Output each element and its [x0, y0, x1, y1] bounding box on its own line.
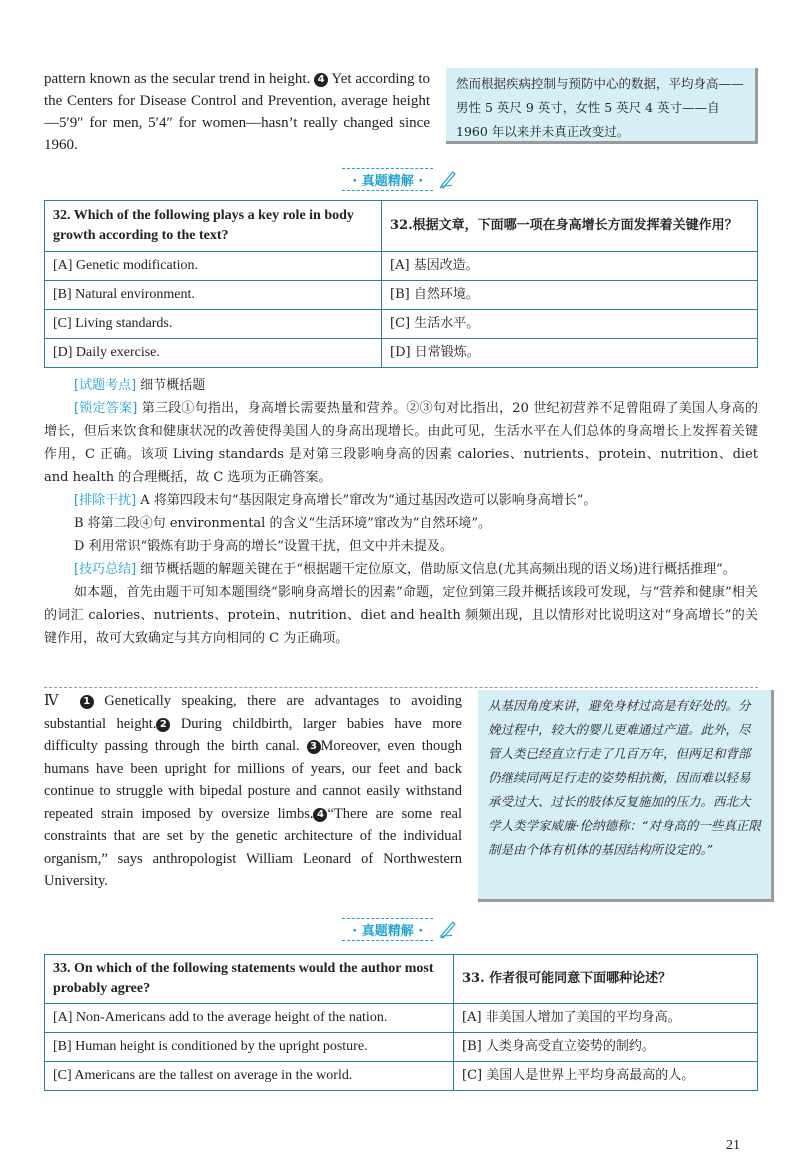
- option-a-en: [A] Non-Americans add to the average height of the nation.: [45, 1004, 454, 1033]
- option-c-cn: [C] 生活水平。: [382, 310, 758, 339]
- analysis-distractor-b: B 将第二段④句 environmental 的含义“生活环境”窜改为“自然环境”。: [74, 516, 492, 531]
- table-row: [45, 252, 758, 281]
- pen-icon: [438, 919, 458, 939]
- para3-english: pattern known as the secular trend in height. 4 Yet according to the Centers for Disease Control and Prevention, average height—5′9″ for men, 5′4″ for women—hasn’t really changed since 1960.: [44, 71, 430, 153]
- analysis-distractor-d: D 利用常识“锻炼有助于身高的增长”设置干扰，但文中并未提及。: [74, 539, 453, 554]
- sentence-marker-2: 2: [156, 718, 170, 732]
- option-b-cn: [B] 人类身高受直立姿势的制约。: [454, 1033, 758, 1062]
- para4-translation-note: 从基因角度来讲，避免身材过高是有好处的。分娩过程中，较大的婴儿更难通过产道。此外，尽管人类已经直立行走了几百万年，但两足和背部仍继续同两足行走的姿势相抗衡，因而难以轻易承受过大、过长的肢体反复施加的压力。西北大学人类学家威廉·伦纳德称：“对身高的一些真正限制是由个体有机体的基因结构所设定的。”: [478, 690, 774, 902]
- para3-translation-note: 然而根据疾病控制与预防中心的数据，平均身高——男性 5 英尺 9 英寸，女性 5 英尺 4 英寸——自 1960 年以来并未真正改变过。: [446, 68, 758, 144]
- question-32-en: 32. Which of the following plays a key role in body growth according to the text?: [45, 201, 382, 252]
- paragraph-numeral: Ⅳ: [44, 693, 66, 709]
- question-33-en: 33. On which of the following statements would the author most probably agree?: [45, 955, 454, 1004]
- sentence-marker-4: 4: [314, 73, 328, 87]
- section-header-1: · 真题精解 ·: [300, 168, 500, 191]
- analysis-distractor-a: [排除干扰] A 将第四段末句“基因限定身高增长”窜改为“通过基因改造可以影响身高增长”。: [74, 493, 597, 508]
- table-row: [45, 339, 758, 368]
- option-a-cn: [A] 基因改造。: [382, 252, 758, 281]
- table-row: [45, 1033, 758, 1062]
- option-a-en: [A] Genetic modification.: [45, 252, 382, 281]
- sentence-marker-3: 3: [307, 740, 321, 754]
- analysis-answer: [锁定答案] 第三段①句指出，身高增长需要热量和营养。②③句对比指出，20 世纪初营养不足曾阻碍了美国人身高的增长，但后来饮食和健康状况的改善使得美国人的身高出现增长。由此可见，生活水平在人们总体的身高增长上发挥着关键作用，C 正确。该项 Living standards 是对第三段影响身高的因素 calories、nutrients、protein、nutrition、diet and health 的合理概括，故 C 选项为正确答案。: [44, 401, 758, 485]
- question-33-table: [44, 954, 758, 1091]
- question-32-cn: 32.根据文章，下面哪一项在身高增长方面发挥着关键作用？: [382, 201, 758, 252]
- analysis-32: [44, 374, 758, 650]
- option-c-en: [C] Living standards.: [45, 310, 382, 339]
- analysis-skill-summary: [技巧总结] 细节概括题的解题关键在于“根据题干定位原文，借助原文信息(尤其高频出现的语义场)进行概括推理”。: [74, 562, 736, 577]
- sentence-marker-4: 4: [313, 808, 327, 822]
- question-32-table: [44, 200, 758, 368]
- option-c-en: [C] Americans are the tallest on average in the world.: [45, 1062, 454, 1091]
- option-c-cn: [C] 美国人是世界上平均身高最高的人。: [454, 1062, 758, 1091]
- option-b-cn: [B] 自然环境。: [382, 281, 758, 310]
- para4-english: Ⅳ 1 Genetically speaking, there are advantages to avoiding substantial height. 2 During childbirth, larger babies have more difficulty passing through the birth canal. 3 Moreover, even though humans have been upright for millions of years, our feet and back continue to struggle with bipedal posture and cannot easily withstand repeated strain imposed by oversize limbs. 4 “There are some real constraints that are set by the genetic architecture of the individual organism,” says anthropologist William Leonard of Northwestern University.: [44, 693, 462, 889]
- table-row: [45, 310, 758, 339]
- divider: [44, 687, 758, 688]
- page-number: 21: [726, 1138, 740, 1153]
- table-row: [45, 201, 758, 252]
- analysis-point: [试题考点] 细节概括题: [74, 378, 206, 393]
- table-row: [45, 281, 758, 310]
- question-33-cn: 33. 作者很可能同意下面哪种论述？: [454, 955, 758, 1004]
- section-header-2: · 真题精解 ·: [300, 918, 500, 941]
- table-row: [45, 1062, 758, 1091]
- option-b-en: [B] Natural environment.: [45, 281, 382, 310]
- pen-icon: [438, 169, 458, 189]
- table-row: [45, 1004, 758, 1033]
- option-b-en: [B] Human height is conditioned by the upright posture.: [45, 1033, 454, 1062]
- table-row: [45, 955, 758, 1004]
- analysis-example: 如本题，首先由题干可知本题围绕“影响身高增长的因素”命题，定位到第三段并概括该段可发现，与“营养和健康”相关的词汇 calories、nutrients、protein、nutrition、diet and health 频频出现，且以情形对比说明这对“身高增长”的关键作用，故可大致确定与其方向相同的 C 为正确项。: [44, 585, 758, 646]
- option-d-cn: [D] 日常锻炼。: [382, 339, 758, 368]
- option-a-cn: [A] 非美国人增加了美国的平均身高。: [454, 1004, 758, 1033]
- sentence-marker-1: 1: [80, 695, 94, 709]
- option-d-en: [D] Daily exercise.: [45, 339, 382, 368]
